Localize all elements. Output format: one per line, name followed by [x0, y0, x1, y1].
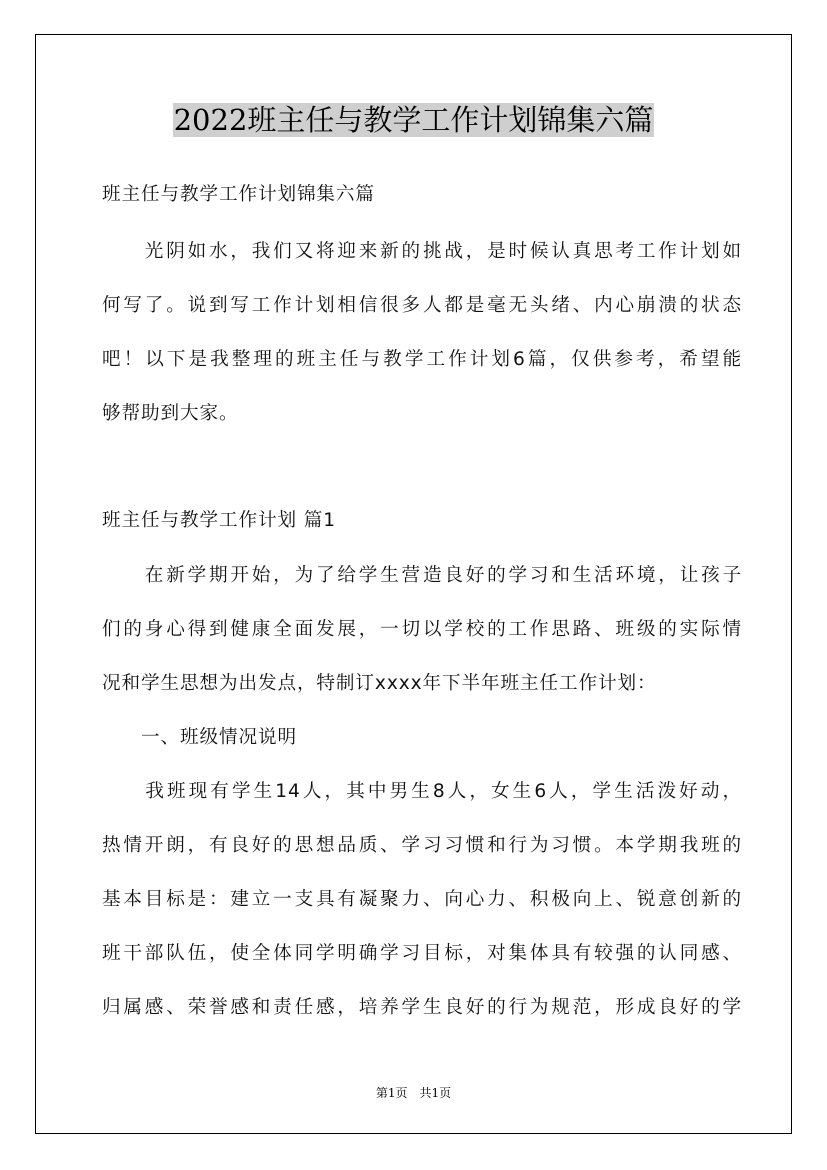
- intro-line: 够帮助到大家。: [102, 403, 239, 424]
- page-footer: 第1页 共1页: [375, 1086, 452, 1100]
- paragraph-line: 热情开朗，有良好的思想品质、学习习惯和行为习惯。本学期我班的: [102, 835, 742, 856]
- paragraph-line: 基本目标是：建立一支具有凝聚力、向心力、积极向上、锐意创新的: [102, 889, 742, 910]
- paragraph-line: 们的身心得到健康全面发展，一切以学校的工作思路、班级的实际情: [102, 619, 742, 640]
- intro-line: 吧！以下是我整理的班主任与教学工作计划6篇，仅供参考，希望能: [102, 349, 742, 370]
- intro-line: 何写了。说到写工作计划相信很多人都是毫无头绪、内心崩溃的状态: [102, 295, 742, 316]
- paragraph-line: 在新学期开始，为了给学生营造良好的学习和生活环境，让孩子: [102, 565, 742, 586]
- intro-line: 光阴如水，我们又将迎来新的挑战，是时候认真思考工作计划如: [102, 241, 742, 262]
- document-title: 2022班主任与教学工作计划锦集六篇: [173, 103, 654, 137]
- subheading: 一、班级情况说明: [102, 727, 297, 748]
- subtitle: 班主任与教学工作计划锦集六篇: [102, 184, 375, 205]
- paragraph-line: 班干部队伍，使全体同学明确学习目标，对集体具有较强的认同感、: [102, 943, 742, 964]
- paragraph-line: 归属感、荣誉感和责任感，培养学生良好的行为规范，形成良好的学: [102, 997, 742, 1018]
- section-heading: 班主任与教学工作计划 篇1: [102, 510, 336, 531]
- paragraph-line: 况和学生思想为出发点，特制订xxxx年下半年班主任工作计划：: [102, 673, 657, 694]
- paragraph-line: 我班现有学生14人，其中男生8人，女生6人，学生活泼好动，: [102, 781, 742, 802]
